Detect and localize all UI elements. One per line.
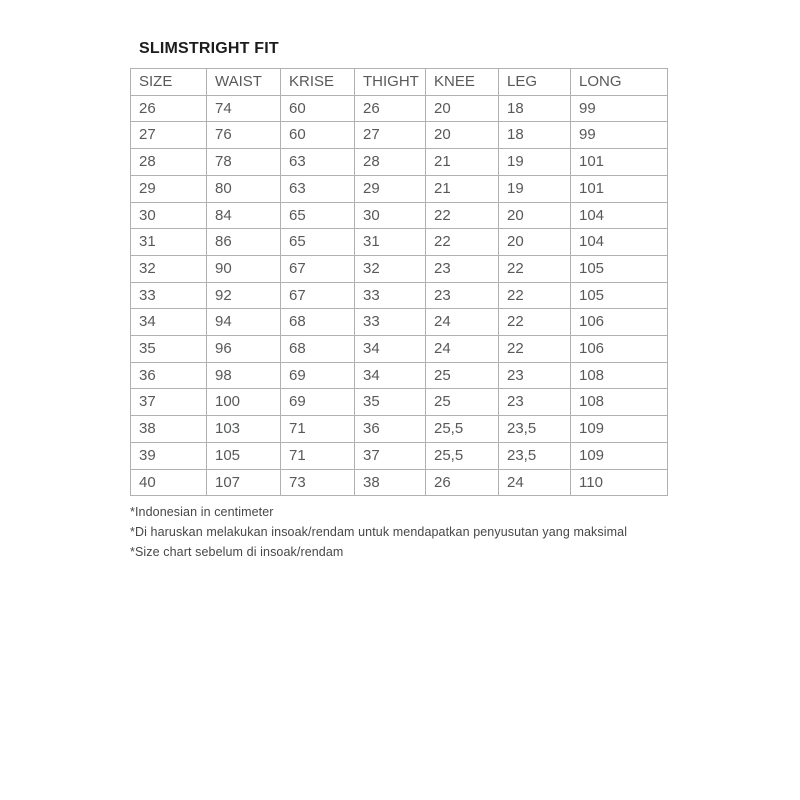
table-row: [131, 175, 668, 202]
table-cell: 99: [571, 95, 668, 122]
table-cell: 24: [499, 469, 571, 496]
table-cell: 108: [571, 389, 668, 416]
table-cell: 21: [426, 149, 499, 176]
table-cell: 33: [131, 282, 207, 309]
table-cell: 39: [131, 442, 207, 469]
table-cell: 27: [131, 122, 207, 149]
table-cell: 20: [426, 122, 499, 149]
table-cell: 74: [207, 95, 281, 122]
table-cell: 22: [499, 309, 571, 336]
table-cell: 35: [355, 389, 426, 416]
table-cell: 96: [207, 336, 281, 363]
table-row: [131, 255, 668, 282]
table-cell: 35: [131, 336, 207, 363]
table-cell: 86: [207, 229, 281, 256]
table-cell: 67: [281, 282, 355, 309]
table-cell: 23: [499, 389, 571, 416]
table-cell: 108: [571, 362, 668, 389]
table-cell: 71: [281, 416, 355, 443]
table-cell: 71: [281, 442, 355, 469]
table-cell: 32: [355, 255, 426, 282]
column-header-thight: THIGHT: [355, 69, 426, 96]
table-cell: 27: [355, 122, 426, 149]
table-row: [131, 362, 668, 389]
table-row: [131, 122, 668, 149]
table-cell: 22: [499, 255, 571, 282]
table-cell: 103: [207, 416, 281, 443]
table-cell: 69: [281, 362, 355, 389]
table-cell: 23: [426, 282, 499, 309]
page-title: SLIMSTRIGHT FIT: [139, 40, 279, 57]
table-cell: 68: [281, 336, 355, 363]
size-chart-table: [130, 68, 668, 496]
table-cell: 18: [499, 95, 571, 122]
table-cell: 19: [499, 175, 571, 202]
table-cell: 34: [355, 336, 426, 363]
table-cell: 105: [571, 255, 668, 282]
table-cell: 34: [355, 362, 426, 389]
table-cell: 22: [499, 336, 571, 363]
table-cell: 30: [131, 202, 207, 229]
table-cell: 98: [207, 362, 281, 389]
table-cell: 104: [571, 229, 668, 256]
footnote-unit: *Indonesian in centimeter: [130, 505, 274, 520]
table-cell: 34: [131, 309, 207, 336]
table-cell: 105: [207, 442, 281, 469]
table-cell: 63: [281, 149, 355, 176]
table-cell: 25: [426, 362, 499, 389]
table-cell: 63: [281, 175, 355, 202]
table-row: [131, 442, 668, 469]
table-cell: 19: [499, 149, 571, 176]
table-cell: 73: [281, 469, 355, 496]
table-cell: 20: [426, 95, 499, 122]
table-cell: 26: [426, 469, 499, 496]
table-cell: 29: [355, 175, 426, 202]
column-header-long: LONG: [571, 69, 668, 96]
table-cell: 25,5: [426, 416, 499, 443]
table-row: [131, 389, 668, 416]
table-cell: 84: [207, 202, 281, 229]
table-cell: 80: [207, 175, 281, 202]
table-cell: 38: [355, 469, 426, 496]
footnotes: [130, 502, 667, 562]
table-cell: 78: [207, 149, 281, 176]
table-cell: 33: [355, 282, 426, 309]
table-cell: 60: [281, 95, 355, 122]
table-cell: 21: [426, 175, 499, 202]
table-cell: 109: [571, 416, 668, 443]
column-header-waist: WAIST: [207, 69, 281, 96]
table-cell: 18: [499, 122, 571, 149]
table-cell: 22: [499, 282, 571, 309]
table-cell: 90: [207, 255, 281, 282]
table-cell: 99: [571, 122, 668, 149]
size-chart-section: [130, 40, 667, 562]
table-cell: 109: [571, 442, 668, 469]
table-cell: 31: [131, 229, 207, 256]
table-cell: 92: [207, 282, 281, 309]
table-cell: 40: [131, 469, 207, 496]
table-cell: 69: [281, 389, 355, 416]
table-cell: 100: [207, 389, 281, 416]
table-cell: 20: [499, 229, 571, 256]
table-cell: 25: [426, 389, 499, 416]
table-cell: 65: [281, 202, 355, 229]
table-cell: 23,5: [499, 416, 571, 443]
table-cell: 26: [131, 95, 207, 122]
table-cell: 24: [426, 336, 499, 363]
table-cell: 105: [571, 282, 668, 309]
table-cell: 36: [131, 362, 207, 389]
table-cell: 60: [281, 122, 355, 149]
column-header-size: SIZE: [131, 69, 207, 96]
table-header-row: [131, 69, 668, 96]
table-cell: 23: [426, 255, 499, 282]
table-cell: 106: [571, 336, 668, 363]
table-row: [131, 202, 668, 229]
table-row: [131, 229, 668, 256]
table-cell: 37: [355, 442, 426, 469]
table-cell: 110: [571, 469, 668, 496]
table-cell: 29: [131, 175, 207, 202]
column-header-knee: KNEE: [426, 69, 499, 96]
table-cell: 38: [131, 416, 207, 443]
footnote-soak-instruction: *Di haruskan melakukan insoak/rendam untuk mendapatkan penyusutan yang maksimal: [130, 525, 628, 540]
table-row: [131, 416, 668, 443]
table-cell: 101: [571, 149, 668, 176]
table-cell: 33: [355, 309, 426, 336]
table-cell: 24: [426, 309, 499, 336]
table-cell: 28: [355, 149, 426, 176]
table-cell: 23,5: [499, 442, 571, 469]
table-cell: 28: [131, 149, 207, 176]
table-row: [131, 282, 668, 309]
table-cell: 22: [426, 229, 499, 256]
table-cell: 26: [355, 95, 426, 122]
table-cell: 68: [281, 309, 355, 336]
table-row: [131, 95, 668, 122]
table-cell: 94: [207, 309, 281, 336]
table-cell: 25,5: [426, 442, 499, 469]
table-cell: 76: [207, 122, 281, 149]
column-header-krise: KRISE: [281, 69, 355, 96]
table-cell: 20: [499, 202, 571, 229]
table-cell: 36: [355, 416, 426, 443]
table-cell: 104: [571, 202, 668, 229]
table-cell: 23: [499, 362, 571, 389]
table-cell: 67: [281, 255, 355, 282]
table-row: [131, 469, 668, 496]
table-row: [131, 309, 668, 336]
table-cell: 22: [426, 202, 499, 229]
column-header-leg: LEG: [499, 69, 571, 96]
table-cell: 106: [571, 309, 668, 336]
table-cell: 30: [355, 202, 426, 229]
table-cell: 107: [207, 469, 281, 496]
table-cell: 101: [571, 175, 668, 202]
table-row: [131, 149, 668, 176]
table-cell: 31: [355, 229, 426, 256]
table-cell: 65: [281, 229, 355, 256]
table-cell: 32: [131, 255, 207, 282]
table-cell: 37: [131, 389, 207, 416]
table-row: [131, 336, 668, 363]
footnote-pre-soak-note: *Size chart sebelum di insoak/rendam: [130, 545, 344, 560]
